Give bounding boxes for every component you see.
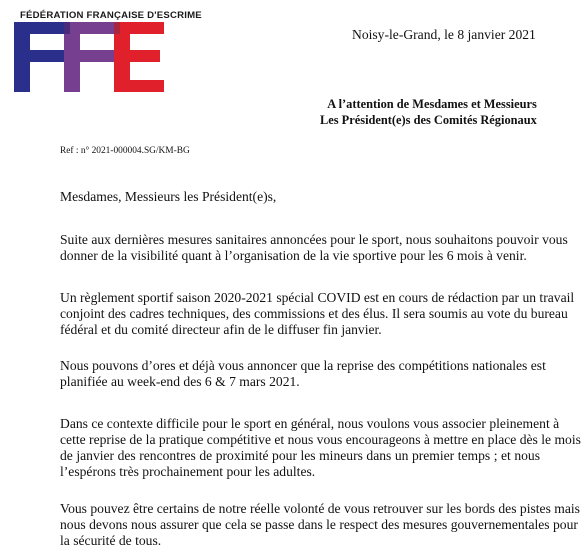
paragraph-line: Suite aux dernières mesures sanitaires annoncées pour le sport, nous souhaitons pouvoir vous: [60, 232, 568, 247]
paragraph-line: donner de la visibilité quant à l’organisation de la vie sportive pour les 6 mois à venir.: [60, 248, 527, 263]
paragraph-line: l’espérons très prochainement pour les adultes.: [60, 464, 316, 479]
recipient-block: [320, 96, 537, 128]
greeting: Mesdames, Messieurs les Président(e)s,: [60, 189, 277, 204]
ffe-logo: [8, 4, 202, 94]
ffe-logo-mark: [8, 20, 168, 94]
place-date: Noisy-le-Grand, le 8 janvier 2021: [352, 27, 536, 42]
paragraph-line: Un règlement sportif saison 2020-2021 spécial COVID est en cours de rédaction par un travail: [60, 290, 575, 305]
paragraph-2: [60, 290, 575, 338]
reference-number: Ref : n° 2021-000004.SG/KM-BG: [60, 146, 190, 156]
paragraph-line: fédéral et du comité directeur afin de le diffuser fin janvier.: [60, 322, 382, 337]
paragraph-line: Nous pouvons d’ores et déjà vous annoncer que la reprise des compétitions nationales est: [60, 358, 546, 373]
paragraph-line: de janvier des rencontres de proximité pour les mineurs dans un premier temps ; et nous: [60, 448, 540, 463]
paragraph-line: Dans ce contexte difficile pour le sport en général, nous voulons vous associer pleinement à: [60, 416, 560, 431]
paragraph-line: Vous pouvez être certains de notre réelle volonté de vous retrouver sur les bords des pistes mais: [60, 501, 580, 516]
paragraph-4: [60, 416, 581, 480]
paragraph-line: nous devons nous assurer que cela se passe dans le respect des mesures gouvernementales pour: [60, 517, 578, 532]
recipient-line-2: Les Président(e)s des Comités Régionaux: [320, 113, 537, 127]
paragraph-line: planifiée au week-end des 6 & 7 mars 2021.: [60, 374, 300, 389]
recipient-line-1: A l’attention de Mesdames et Messieurs: [327, 97, 537, 111]
paragraph-line: cette reprise de la pratique compétitive et nous vous encourageons à mettre en place dès le mois: [60, 432, 581, 447]
paragraph-line: conjoint des cadres techniques, des commissions et des élus. Il sera soumis au vote du bureau: [60, 306, 568, 321]
logo-caption: FÉDÉRATION FRANÇAISE D'ESCRIME: [20, 10, 202, 21]
paragraph-line: la sécurité de tous.: [60, 533, 162, 548]
paragraph-5: [60, 501, 580, 549]
paragraph-1: [60, 232, 568, 264]
paragraph-3: [60, 358, 546, 390]
